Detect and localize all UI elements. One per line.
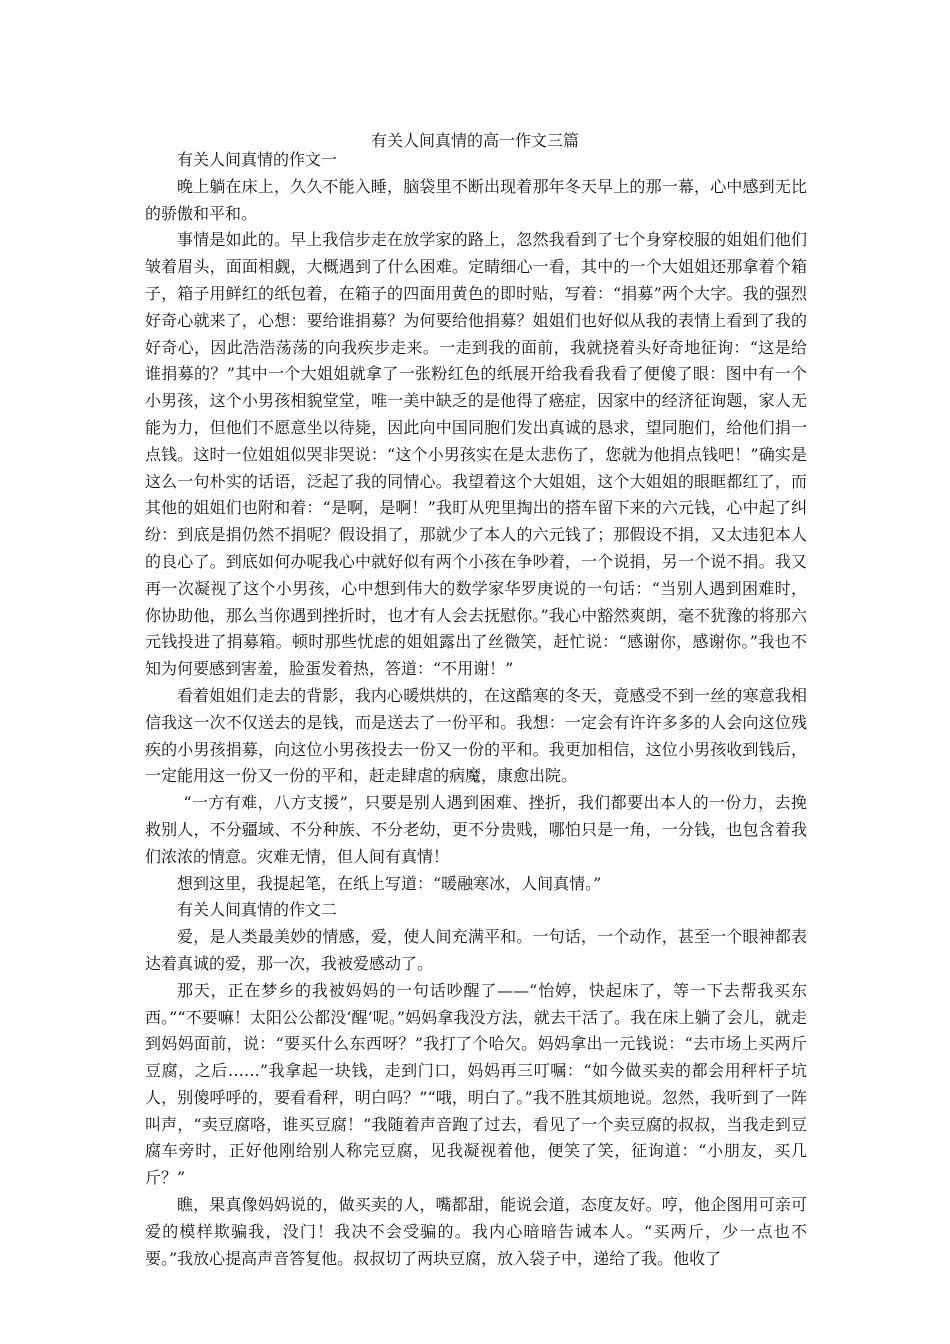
paragraph: 那天，正在梦乡的我被妈妈的一句话吵醒了——“怡婷，快起床了，等一下去帮我买东西。”“不要嘛！太阳公公都没‘醒’呢。”妈妈拿我没方法，就去干活了。我在床上躺了会儿，就走到妈妈面前，说：“要买什么东西呀？”我打了个哈欠。妈妈拿出一元钱说：“去市场上买两斤豆腐，之后……”我拿起一块钱，走到门口，妈妈再三叮嘱：“如今做买卖的都会用秤杆子坑人，别傻呼呼的，要看看秤，明白吗？”“哦，明白了。”我不胜其烦地说。忽然，我听到了一阵叫声，“卖豆腐咯，谁买豆腐！”我随着声音跑了过去，看见了一个卖豆腐的叔叔，当我走到豆腐车旁时，正好他刚给别人称完豆腐，见我凝视着他，便笑了笑，征询道：“小朋友，买几斤？” — [145, 980, 807, 1188]
paragraph: 想到这里，我提起笔，在纸上写道：“暖融寒冰，人间真情。” — [177, 873, 602, 893]
paragraph: 爱，是人类最美妙的情感，爱，使人间充满平和。一句话，一个动作，甚至一个眼神都表达着真诚的爱，那一次，我被爱感动了。 — [145, 927, 807, 973]
section-heading-essay-1: 有关人间真情的作文一 — [177, 150, 338, 169]
document-body — [145, 147, 807, 1272]
section-heading-essay-2: 有关人间真情的作文二 — [177, 900, 338, 920]
paragraph: 瞧，果真像妈妈说的，做买卖的人，嘴都甜，能说会道，态度友好。哼，他企图用可亲可爱的模样欺骗我，没门！我决不会受骗的。我内心暗暗告诫本人。“买两斤，少一点也不要。”我放心提高声音答复他。叔叔切了两块豆腐，放入袋子中，递给了我。他收了 — [145, 1195, 807, 1268]
paragraph: “一方有难，八方支援”，只要是别人遇到困难、挫折，我们都要出本人的一份力，去挽救别人，不分疆域、不分种族、不分老幼，更不分贵贱，哪怕只是一角，一分钱，也包含着我们浓浓的情意。灾难无情，但人间有真情！ — [145, 793, 807, 866]
paragraph: 事情是如此的。早上我信步走在放学家的路上，忽然我看到了七个身穿校服的姐姐们他们皱着眉头，面面相觑，大概遇到了什么困难。定睛细心一看，其中的一个大姐姐还那拿着个箱子，箱子用鲜红的纸包着，在箱子的四面用黄色的即时贴，写着：“捐募”两个大字。我的强烈好奇心就来了，心想：要给谁捐募？为何要给他捐募？姐姐们也好似从我的表情上看到了我的好奇心，因此浩浩荡荡的向我疾步走来。一走到我的面前，我就挠着头好奇地征询：“这是给谁捐募的？”其中一个大姐姐就拿了一张粉红色的纸展开给我看我看了便傻了眼：图中有一个小男孩，这个小男孩相貌堂堂，唯一美中缺乏的是他得了癌症，因家中的经济征询题，家人无能为力，但他们不愿意坐以待毙，因此向中国同胞们发出真诚的恳求，望同胞们，给他们捐一点钱。这时一位姐姐似哭非哭说：“这个小男孩实在是太悲伤了，您就为他捐点钱吧！”确实是这么一句朴实的话语，泛起了我的同情心。我望着这个大姐姐，这个大姐姐的眼眶都红了，而其他的姐姐们也附和着：“是啊，是啊！”我盯从兜里掏出的搭车留下来的六元钱，心中起了纠纷：到底是捐仍然不捐呢？假设捐了，那就少了本人的六元钱了；那假设不捐，又太违犯本人的良心了。到底如何办呢我心中就好似有两个小孩在争吵着，一个说捐，另一个说不捐。我又再一次凝视了这个小男孩，心中想到伟大的数学家华罗庚说的一句话：“当别人遇到困难时，你协助他，那么当你遇到挫折时，也才有人会去抚慰你。”我心中豁然爽朗，毫不犹豫的将那六元钱投进了捐募箱。顿时那些忧虑的姐姐露出了丝微笑，赶忙说：“感谢你，感谢你。”我也不知为何要感到害羞，脸蛋发着热，答道：“不用谢！” — [145, 230, 807, 679]
paragraph: 看着姐姐们走去的背影，我内心暖烘烘的，在这酷寒的冬天，竟感受不到一丝的寒意我相信我这一次不仅送去的是钱，而是送去了一份平和。我想：一定会有许许多多的人会向这位残疾的小男孩捐募，向这位小男孩投去一份又一份的平和。我更加相信，这位小男孩收到钱后，一定能用这一份又一份的平和，赶走肆虐的病魔，康愈出院。 — [145, 685, 807, 786]
paragraph: 晚上躺在床上，久久不能入睡，脑袋里不断出现着那年冬天早上的那一幕，心中感到无比的骄傲和平和。 — [145, 176, 807, 223]
document-title: 有关人间真情的高一作文三篇 — [370, 131, 579, 150]
